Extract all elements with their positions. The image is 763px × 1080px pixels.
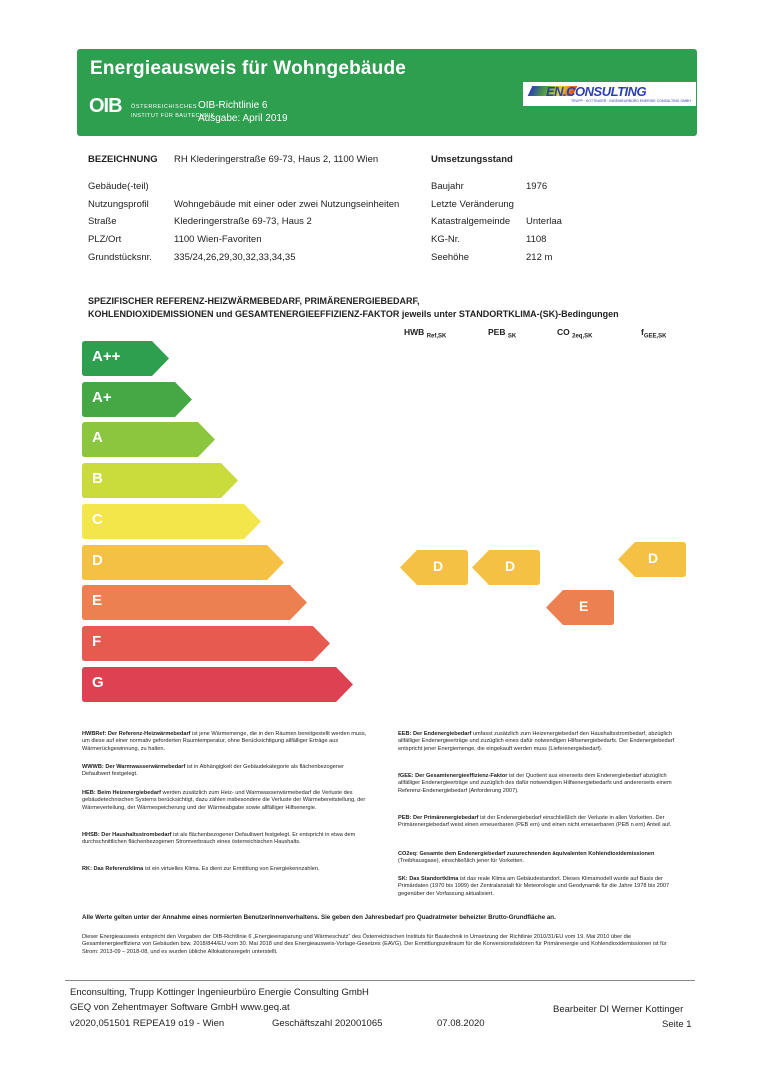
scale-arrow-label: B	[92, 470, 103, 488]
scale-arrow-aplus	[82, 382, 193, 417]
row-value: 1976	[526, 181, 548, 192]
scale-arrow-label: A++	[92, 348, 121, 365]
scale-arrow-a	[82, 422, 216, 457]
section-title-line2: KOHLENDIOXIDEMISSIONEN und GESAMTENERGIEEFFIZIENZ-FAKTOR jeweils unter STANDORTKLIMA-(SK)-Bedingungen	[88, 309, 619, 319]
oib-logo: OIB	[89, 95, 122, 117]
legend-sk: SK: Das Standortklima ist das reale Klima am Gebäudestandort. Dieses Klimamodell wurde auf Basis der Primärdaten (1970 bis 1999) der Zentralanstalt für Meteorologie und Geodynamik für die Jahre 1978 bis 2007 gegenüber der Vorfassung aktualisiert.	[398, 876, 670, 897]
column-header-co2: CO $_{2eq,SK}$	[557, 327, 593, 340]
footer-company: Enconsulting, Trupp Kottinger Ingenieurbüro Energie Consulting GmbH	[70, 987, 369, 998]
section-title-line1: SPEZIFISCHER REFERENZ-HEIZWÄRMEBEDARF, PRIMÄRENERGIEBEDARF,	[88, 296, 420, 306]
footer-version: v2020,051501 REPEA19 o19 - Wien	[70, 1018, 225, 1029]
legend-fgee: fGEE: Der Gesamtenergieeffizienz-Faktor ist der Quotient aus einerseits dem Endenergiebedarf abzüglich allfälliger Endenergieerträge und zuzüglich des dafür notwendigen Hilfsenergiebedarfs und andererseits einem Referenz-Endenergiebedarf (Anforderung 2007).	[398, 773, 672, 794]
scale-arrow-label: E	[92, 592, 103, 610]
legend-eeb: EEB: Der Endenergiebedarf umfasst zusätzlich zum Heizenergiebedarf den Haushaltsstrombedarf, abzüglich allfälliger Endenergieerträge und zuzüglich eines dafür notwendigen Hilfsenergiebedarfs. Der Endenergiebedarf entspricht jener Energiemenge, die eingekauft werden muss (Lieferenergiebedarf).	[398, 731, 675, 752]
scale-arrow-f	[82, 626, 331, 661]
row-label: Gebäude(-teil)	[88, 181, 149, 192]
row-value: 212 m	[526, 252, 553, 263]
scale-arrow-g	[82, 667, 354, 702]
oib-institute-line1: ÖSTERREICHISCHES	[131, 104, 198, 110]
row-value: 1108	[526, 234, 547, 245]
row-label: Letzte Veränderung	[431, 199, 514, 210]
row-label: Baujahr	[431, 181, 464, 192]
edition-label: Ausgabe: April 2019	[198, 113, 288, 124]
scale-arrow-d	[82, 545, 285, 580]
footer-date: 07.08.2020	[437, 1018, 485, 1029]
row-label: PLZ/Ort	[88, 234, 122, 245]
assumption-note: Alle Werte gelten unter der Annahme eines normierten BenutzerInnenverhaltens. Sie geben den Jahresbedarf pro Quadratmeter beheizter Brutto-Grundfläche an.	[82, 914, 556, 921]
row-value: 335/24,26,29,30,32,33,34,35	[174, 252, 296, 263]
legend-peb: PEB: Der Primärenergiebedarf ist der Endenergiebedarf einschließlich der Verluste in allen Vorketten. Der Primärenergiebedarf weist einen erneuerbaren (PEB ern) und einen nicht erneuerbaren (PEB n.ern) Anteil auf.	[398, 815, 672, 829]
footer-page: Seite 1	[662, 1019, 692, 1030]
legend-rk: RK: Das Referenzklima ist ein virtuelles Klima. Es dient zur Ermittlung von Energiekennzahlen.	[82, 866, 320, 872]
oib-institute-line2: INSTITUT FÜR BAUTECHNIK	[131, 113, 215, 119]
rating-marker-label: D	[505, 557, 516, 574]
legend-co2eq: CO2eq: Gesamte dem Endenergiebedarf zuzurechnenden äquivalenten Kohlendioxidemissionen (Treibhausgase), einschließlich jener für Vorketten.	[398, 851, 655, 865]
partner-logo: EN.CONSULTING	[546, 84, 647, 99]
legend-wwwb: WWWB: Der Warmwasserwärmebedarf ist in Abhängigkeit der Gebäudekategorie als flächenbezogener Defaultwert festgelegt.	[82, 764, 344, 778]
scale-arrow-label: C	[92, 510, 103, 528]
scale-arrow-label: A+	[92, 388, 112, 406]
column-header-fgee: $f_{GEE,SK}$	[641, 327, 667, 340]
rating-marker-3	[546, 590, 614, 625]
rating-marker-2	[472, 550, 540, 585]
scale-arrow-label: G	[92, 673, 104, 691]
row-label: Straße	[88, 216, 117, 227]
column-header-peb: PEB $_{SK}$	[488, 327, 517, 340]
legend-hhsb: HHSB: Der Haushaltsstrombedarf ist als flächenbezogener Defaultwert festgelegt. Er entspricht in etwa dem durchschnittlichen flächenbezogenen Stromverbrauch eines österreichischen Haushalts.	[82, 832, 356, 846]
document-title: Energieausweis für Wohngebäude	[90, 58, 407, 79]
guideline-label: OIB-Richtlinie 6	[198, 100, 268, 111]
row-label: KG-Nr.	[431, 234, 461, 245]
row-label: Grundstücksnr.	[88, 252, 152, 263]
row-value: Wohngebäude mit einer oder zwei Nutzungseinheiten	[174, 199, 400, 210]
column-header-hwb: HWB $_{Ref,SK}$	[404, 327, 447, 340]
footer-divider	[65, 980, 695, 981]
row-label: Nutzungsprofil	[88, 199, 149, 210]
row-value: 1100 Wien-Favoriten	[174, 234, 262, 245]
legend-heb: HEB: Beim Heizenergiebedarf werden zusätzlich zum Heiz- und Warmwasserwärmebedarf die Verluste des gebäudetechnischen Systems berücksichtigt, dazu zählen insbesondere die Verluste der Wärmebereitstellung, der Wärmeverteilung, der Wärmespeicherung und der Wärmeabgabe sowie allfälliger Hilfsenergie.	[82, 790, 366, 811]
rating-marker-1	[400, 550, 468, 585]
scale-arrow-e	[82, 585, 308, 620]
designation-label: BEZEICHNUNG	[88, 154, 158, 165]
rating-marker-label: D	[433, 557, 444, 574]
scale-arrow-b	[82, 463, 239, 498]
scale-arrow-c	[82, 504, 262, 539]
rating-marker-4	[618, 542, 686, 577]
scale-arrow-label: F	[92, 632, 102, 650]
scale-arrow-aplusplus	[82, 341, 170, 376]
row-value: Unterlaa	[526, 216, 562, 227]
row-value: Klederingerstraße 69-73, Haus 2	[174, 216, 312, 227]
footer-editor: Bearbeiter DI Werner Kottinger	[553, 1004, 684, 1015]
legend-hwb: HWBRef: Der Referenz-Heizwärmebedarf ist jene Wärmemenge, die in den Räumen bereitgestellt werden muss, um diese auf einer normativ geforderten Raumtemperatur, ohne Berücksichtigung allfälliger Erträge aus Wärmerückgewinnung, zu halten.	[82, 731, 367, 752]
partner-logo-sub: TRUPP · KOTTINGER · INGENIEURBÜRO ENERGIE CONSULTING GMBH	[571, 99, 691, 103]
rating-marker-label: E	[579, 598, 589, 615]
implementation-label: Umsetzungsstand	[431, 154, 513, 165]
footer-case-number: Geschäftszahl 202001065	[272, 1018, 383, 1029]
row-label: Seehöhe	[431, 252, 470, 263]
scale-arrow-label: D	[92, 551, 103, 569]
footer-software: GEQ von Zehentmayer Software GmbH www.geq.at	[70, 1002, 290, 1013]
rating-marker-label: D	[648, 549, 659, 566]
designation-value: RH Klederingerstraße 69-73, Haus 2, 1100 Wien	[174, 154, 379, 165]
legal-disclaimer: Dieser Energieausweis entspricht den Vorgaben der OIB-Richtlinie 6 „Energieeinsparung und Wärmeschutz“ des Österreichischen Instituts für Bautechnik in Umsetzung der Richtlinie 2010/31/EU vom 19. Mai 2010 über die Gesamtenergieeffizienz von Gebäuden bzw. 2018/844/EU vom 30. Mai 2018 und des Energieausweis-Vorlage-Gesetzes (EAVG). Der Ermittlungszeitraum für die Konversionsfaktoren für Primärenergie und Kohlendioxidemissionen ist für Strom: 2013-09 – 2018-08, und es wurden übliche Allokationsregeln unterstellt.	[82, 934, 667, 955]
scale-arrow-label: A	[92, 429, 103, 447]
row-label: Katastralgemeinde	[431, 216, 511, 227]
